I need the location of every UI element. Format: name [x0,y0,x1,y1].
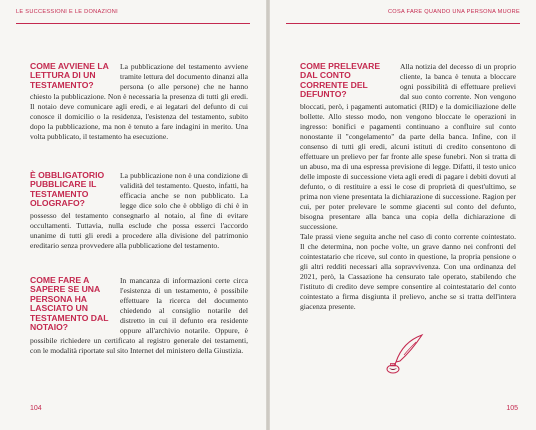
left-page [0,0,266,430]
section-body: Alla notizia del decesso di un proprio cliente, la banca è tenuta a bloccare ogni possibilità di effettuare prelievi dal suo conto corrente. Non vengono bloccati, però, i pagamenti automatici (RID) e la domiciliazione delle bollette. Allo stesso modo, non vengono bloccate le operazioni in ingresso: bonifici e pagamenti continuano a confluire sul conto nonostante il "congelamento" da parte della banca. Infine, con il consenso di tutti gli eredi, alcuni istituti di credito consentono di effettuare un prelievo per far fronte alle spese funebri. Non si tratta di un abuso, ma di una espressa previsione di legge. Difatti, il testo unico delle imposte di successione vieta agli eredi di pagare i debiti dovuti al defunto, o di restituire a essi le cose di proprietà di quest'ultimo, se prima non viene presentata la dichiarazione di successione. Ragion per cui, per poter prelevare le somme giacenti sul conto del defunto, bisogna presentare alla banca una copia della dichiarazione di successione. [300,62,516,231]
section-body-continued: Tale prassi viene seguita anche nel caso di conto corrente cointestato. Il che determina, non poche volte, un grave danno nei confronti del cointestatario che riceve, sul conto in questione, la propria pensione o gli altri redditi necessari alla sopravvivenza. Con una ordinanza del 2021, però, la Cassazione ha censurato tale operato, stabilendo che l'istituto di credito deve sempre consentire al cointestatario del conto cointestato a firma disgiunta il prelievo, anche se si tratta dell'intera giacenza presente. [300,232,516,311]
section-body: La pubblicazione non è una condizione di validità del testamento. Questo, infatti, ha efficacia anche se non pubblicato. La legge dice solo che è obbligo di chi è in possesso del testamento consegnarlo al notaio, al fine di evitare occultamenti. Tuttavia, nulla esclude che possa esserci l'accordo unanime di tutti gli eredi a procedere alla divisione del patrimonio ereditario senza provvedere alla pubblicazione del testamento. [30,171,248,250]
right-page [270,0,536,430]
page-number: 104 [30,405,42,412]
running-head: LE SUCCESSIONI E LE DONAZIONI [16,9,250,24]
section-question: COME AVVIENE LA LETTURA DI UN TESTAMENTO? [30,61,109,90]
section-body: In mancanza di informazioni certe circa l'esistenza di un testamento, è possibile effettuare la ricerca del documento chiedendo al consiglio notarile del distretto in cui il defunto era residente oppure all'archivio notarile. Oppure, è possibile richiedere un certificato al registro generale dei testamenti, con le modalità riportate sul sito Internet del ministero della Giustizia. [30,276,248,355]
quill-and-inkwell-icon [382,332,426,374]
section-question: COME FARE A SAPERE SE UNA PERSONA HA LASCIATO UN TESTAMENTO DAL NOTAIO? [30,275,109,333]
section-question: COME PRELEVARE DAL CONTO CORRENTE DEL DEFUNTO? [300,61,381,100]
section-publication [30,171,248,251]
running-head: COSA FARE QUANDO UNA PERSONA MUORE [286,9,520,24]
section-question: È OBBLIGATORIO PUBBLICARE IL TESTAMENTO OLOGRAFO? [30,170,105,209]
section-body: La pubblicazione del testamento avviene tramite lettura del documento dinanzi alla persona (o alle persone) che ne hanno chiesto la pubblicazione. Non è necessaria la presenza di tutti gli eredi. Il notaio deve comunicare agli eredi, e ai legatari del defunto di cui conosce il domicilio o la residenza, l'esistenza del testamento, subito dopo la pubblicazione, ma non è tenuto a fare indagini in merito. Una volta pubblicato, il testamento ha esecuzione. [30,62,248,141]
section-find-testament [30,276,248,356]
section-reading [30,62,248,142]
page-number: 105 [506,405,518,412]
section-bank-account [300,62,516,312]
